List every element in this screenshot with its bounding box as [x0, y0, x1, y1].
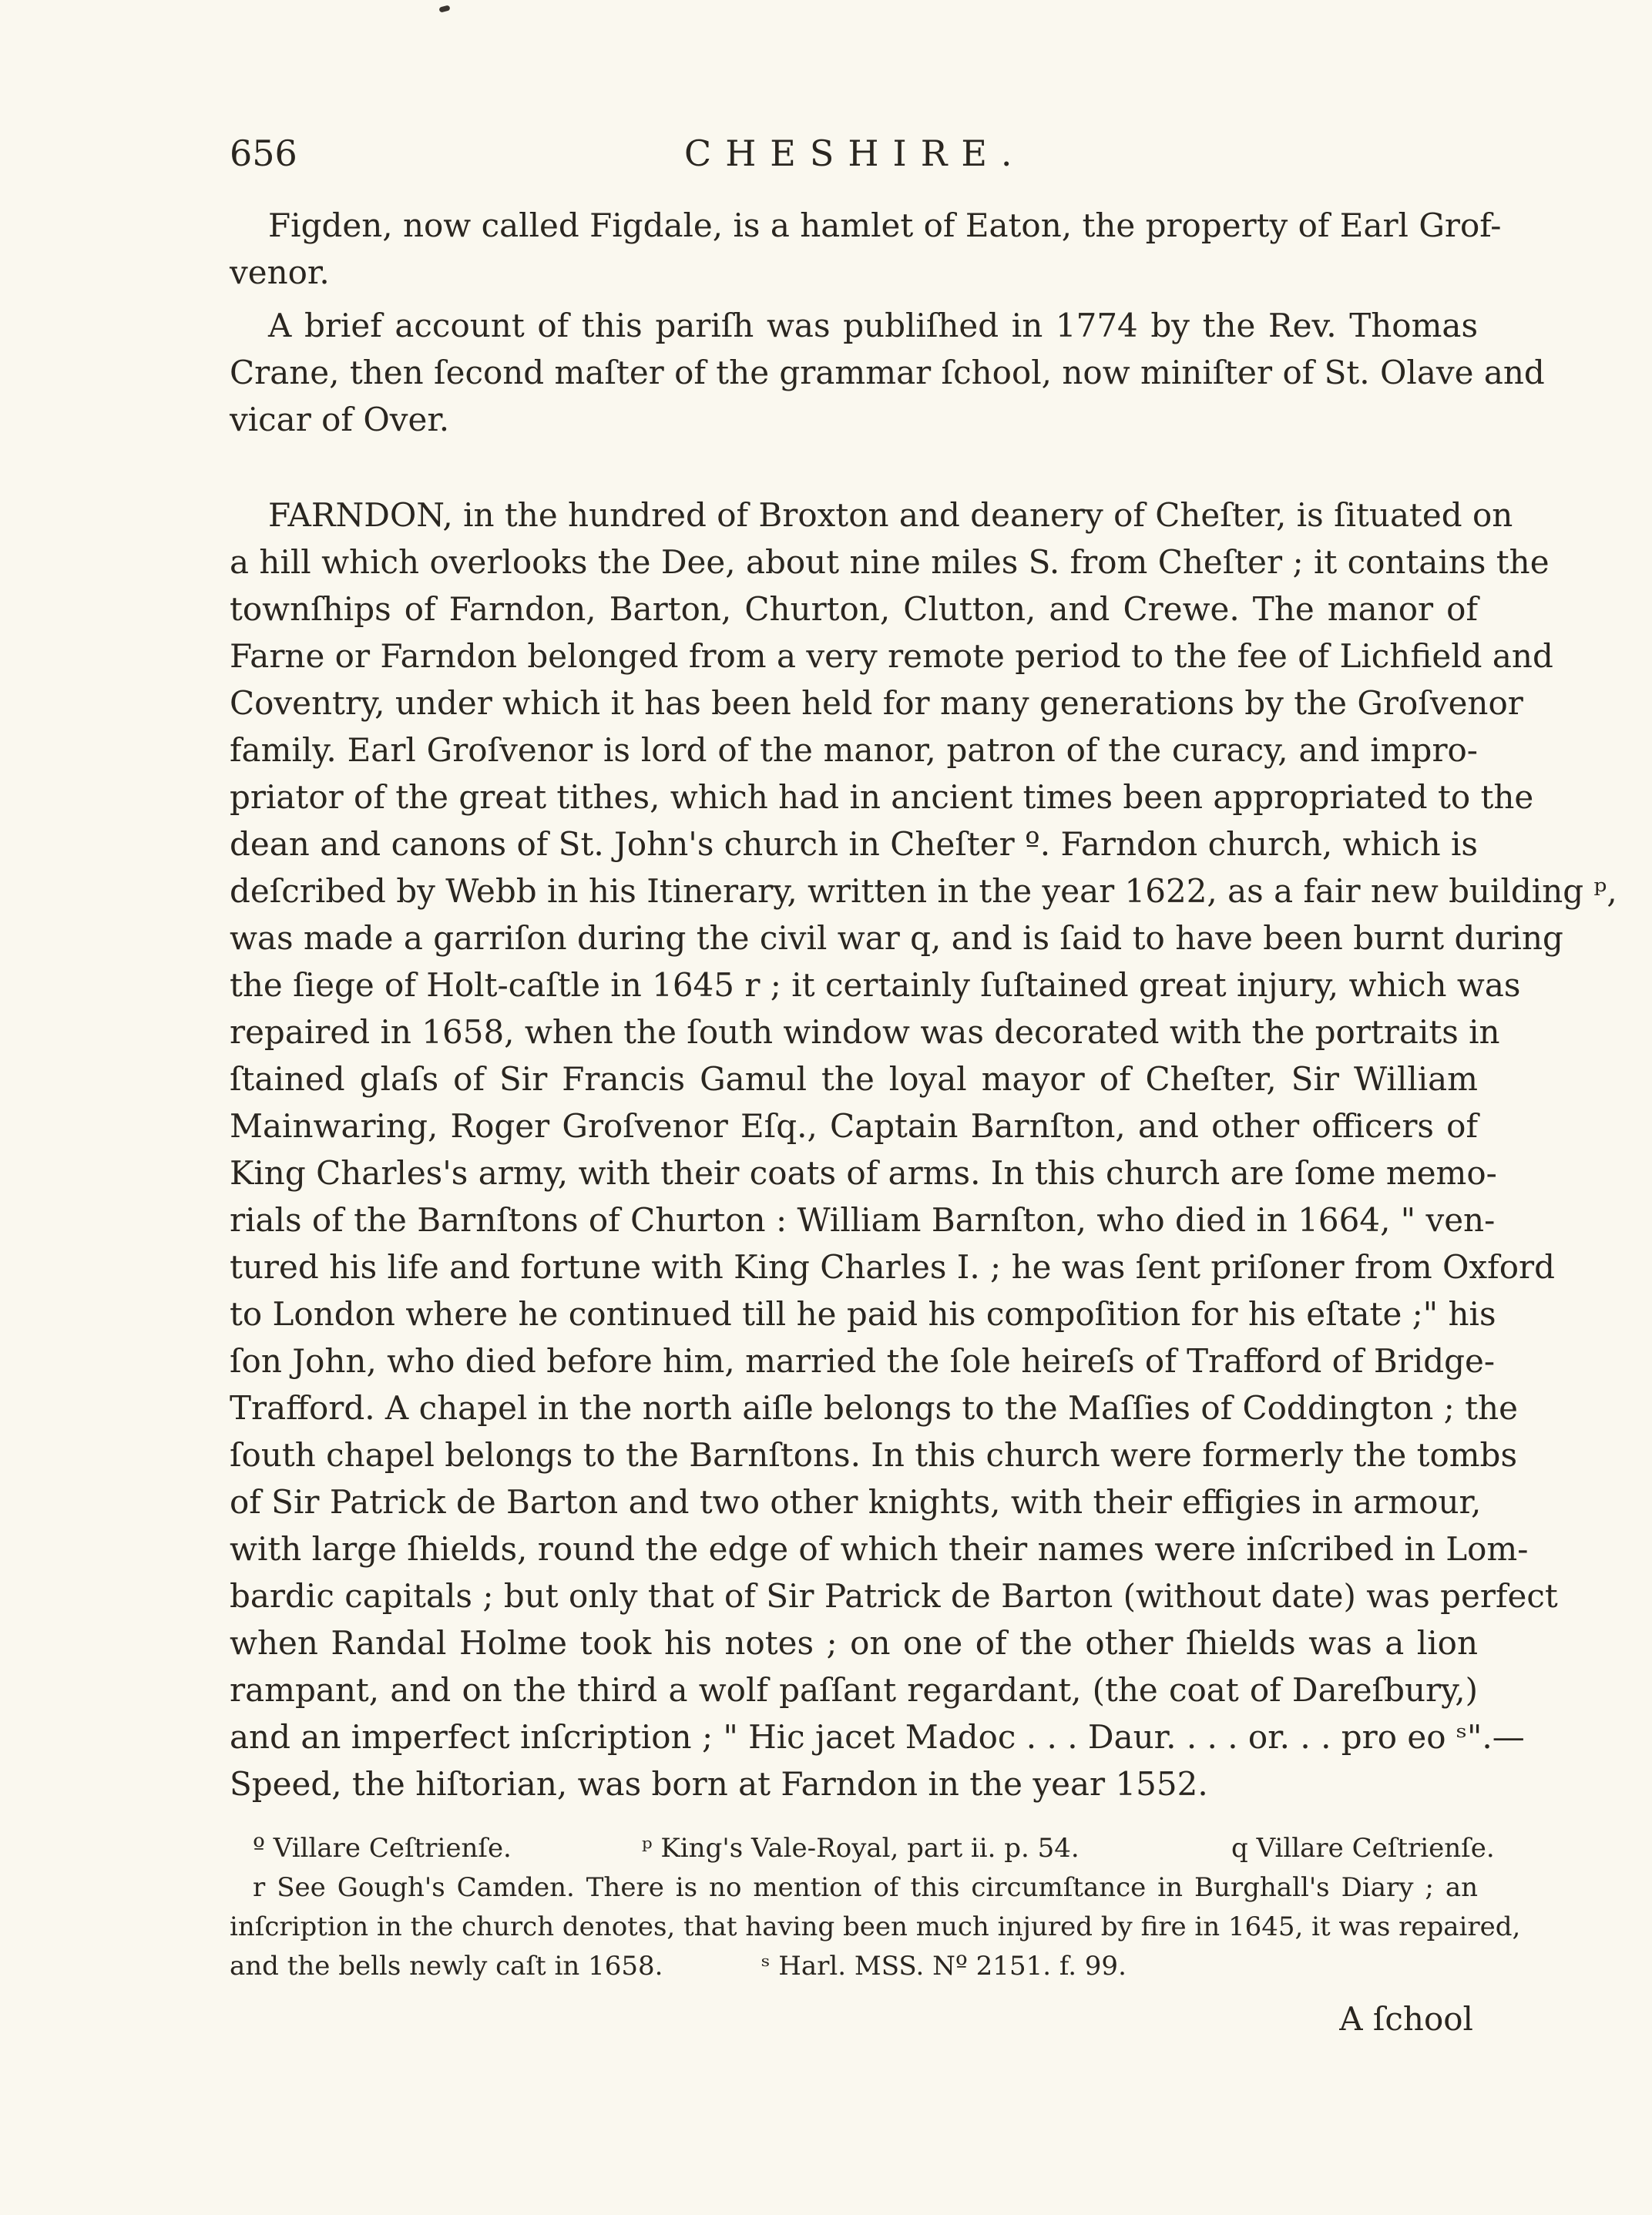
- text-line: and an imperfect inſcription ; " Hic jacet Madoc . . . Daur. . . . or. . . pro eo ˢ".—: [230, 1718, 1525, 1756]
- text-line: bardic capitals ; but only that of Sir Patrick de Barton (without date) was perfect: [230, 1577, 1558, 1615]
- text-line: deſcribed by Webb in his Itinerary, written in the year 1622, as a fair new building ᵖ,: [230, 872, 1617, 910]
- page-header: [230, 133, 1462, 186]
- text-line: with large ſhields, round the edge of which their names were inſcribed in Lom-: [230, 1530, 1529, 1568]
- text-line: ſon John, who died before him, married the ſole heireſs of Trafford of Bridge-: [230, 1342, 1496, 1380]
- text-line: ſtained glaſs of Sir Francis Gamul the loyal mayor of Cheſter, Sir William: [230, 1060, 1478, 1098]
- text-line: Trafford. A chapel in the north aiſle belongs to the Maſſies of Coddington ; the: [230, 1389, 1518, 1427]
- footnotes: [230, 1829, 1521, 1986]
- page-number: 656: [230, 133, 297, 174]
- text-line: Crane, then ſecond maſter of the grammar ſchool, now miniſter of St. Olave and: [230, 354, 1545, 391]
- ink-mark: [438, 5, 450, 12]
- footnote-row: [230, 1947, 1478, 1986]
- text-line: family. Earl Groſvenor is lord of the manor, patron of the curacy, and impro-: [230, 731, 1478, 769]
- footnote-q: q Villare Ceſtrienſe.: [1231, 1833, 1495, 1864]
- text-line: a hill which overlooks the Dee, about nine miles S. from Cheſter ; it contains the: [230, 543, 1550, 581]
- text-line: vicar of Over.: [230, 401, 450, 438]
- text-line: repaired in 1658, when the ſouth window was decorated with the portraits in: [230, 1013, 1500, 1051]
- footnote-row: [230, 1829, 1495, 1868]
- text-line: venor.: [230, 253, 330, 291]
- text-line: Speed, the hiſtorian, was born at Farndon in the year 1552.: [230, 1765, 1208, 1803]
- footnote-r-line: inſcription in the church denotes, that having been much injured by fire in 1645, it was repaired,: [230, 1911, 1521, 1942]
- text-line: Figden, now called Figdale, is a hamlet of Eaton, the property of Earl Grof-: [268, 206, 1502, 244]
- text-line: rials of the Barnſtons of Churton : William Barnſton, who died in 1664, " ven-: [230, 1201, 1496, 1239]
- footnote-s: ˢ Harl. MSS. Nº 2151. f. 99.: [761, 1951, 1127, 1982]
- text-line: A brief account of this pariſh was publiſhed in 1774 by the Rev. Thomas: [268, 307, 1478, 344]
- text-line: rampant, and on the third a wolf paſſant regardant, (the coat of Dareſbury,): [230, 1671, 1478, 1709]
- text-line: of Sir Patrick de Barton and two other knights, with their effigies in armour,: [230, 1483, 1482, 1521]
- text-line: Coventry, under which it has been held for many generations by the Groſvenor: [230, 684, 1523, 722]
- text-line: priator of the great tithes, which had in ancient times been appropriated to the: [230, 778, 1534, 816]
- text-line: dean and canons of St. John's church in Cheſter º. Farndon church, which is: [230, 825, 1478, 863]
- paragraph-farndon: [230, 492, 1617, 1807]
- paragraph-brief-account: [230, 302, 1545, 443]
- footnote-r-line: r See Gough's Camden. There is no mention of this circumſtance in Burghall's Diary ; an: [253, 1872, 1478, 1903]
- text-line: when Randal Holme took his notes ; on one of the other ſhields was a lion: [230, 1624, 1478, 1662]
- text-line: the ſiege of Holt-caſtle in 1645 r ; it certainly ſuſtained great injury, which was: [230, 966, 1521, 1004]
- text-line: Farne or Farndon belonged from a very remote period to the fee of Lichfield and: [230, 637, 1553, 675]
- footnote-p: ᵖ King's Vale-Royal, part ii. p. 54.: [642, 1833, 1080, 1864]
- text-line: ſouth chapel belongs to the Barnſtons. In this church were formerly the tombs: [230, 1436, 1517, 1474]
- paragraph-figden: [230, 202, 1502, 296]
- footnote-o: º Villare Ceſtrienſe.: [253, 1833, 512, 1864]
- text-line: townſhips of Farndon, Barton, Churton, Clutton, and Crewe. The manor of: [230, 590, 1478, 628]
- catchword: A ſchool: [1339, 2000, 1473, 2038]
- running-title: CHESHIRE.: [684, 133, 1026, 174]
- text-line: FARNDON, in the hundred of Broxton and deanery of Cheſter, is ſituated on: [268, 496, 1513, 534]
- text-line: Mainwaring, Roger Groſvenor Eſq., Captain Barnſton, and other officers of: [230, 1107, 1478, 1145]
- text-line: tured his life and fortune with King Charles I. ; he was ſent priſoner from Oxford: [230, 1248, 1555, 1286]
- text-line: King Charles's army, with their coats of arms. In this church are ſome memo-: [230, 1154, 1497, 1192]
- text-line: was made a garriſon during the civil war q, and is ſaid to have been burnt during: [230, 919, 1563, 957]
- footnote-r-end: and the bells newly caſt in 1658.: [230, 1951, 663, 1982]
- text-line: to London where he continued till he paid his compoſition for his eſtate ;" his: [230, 1295, 1496, 1333]
